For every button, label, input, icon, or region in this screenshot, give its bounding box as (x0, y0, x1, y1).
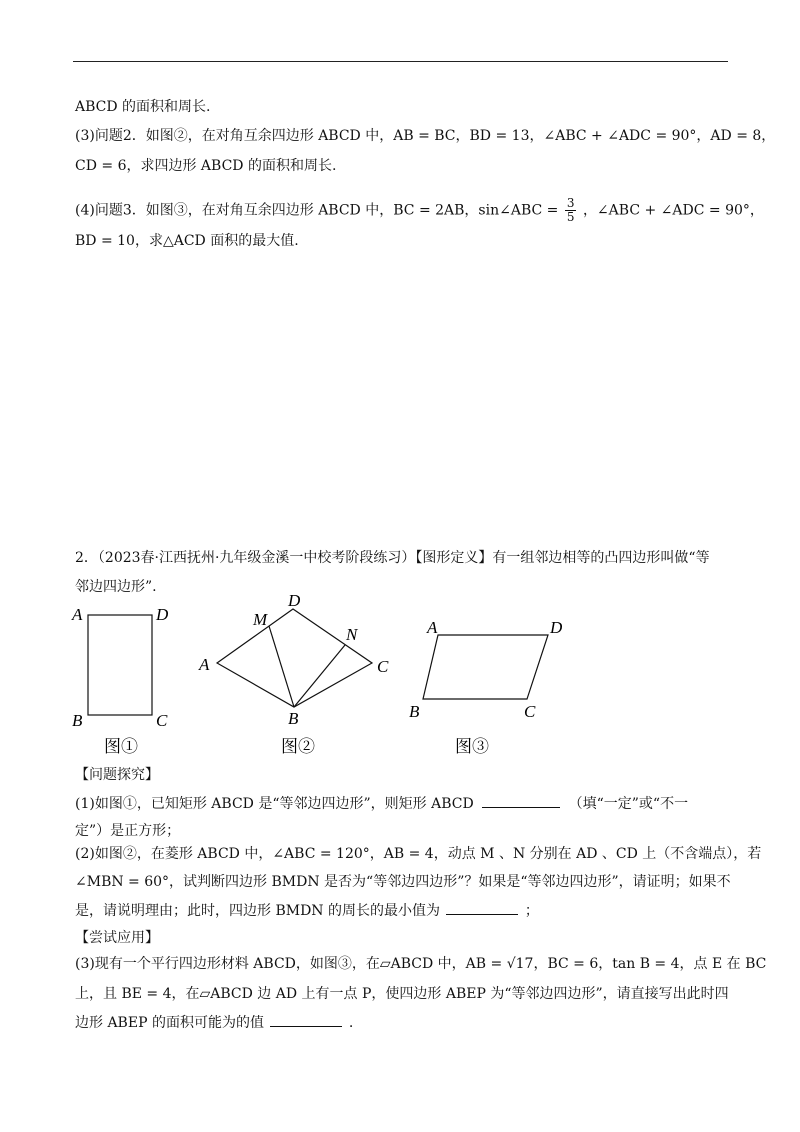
p2-q2-text-b: ； (524, 903, 539, 919)
sine-fraction (565, 197, 577, 224)
fig3-label-a: A (427, 618, 438, 637)
p2-intro-line1: 2．（2023春·江西抚州·九年级金溪一中校考阶段练习）【图形定义】有一组邻边相等的凸四边形叫做“等 (75, 550, 710, 566)
fig3-label-b: B (409, 702, 420, 721)
section-explore-heading: 【问题探究】 (75, 767, 159, 783)
p2-q3-text-b: . (348, 1015, 354, 1031)
fig3-label-c: C (524, 702, 536, 721)
p2-q2-line2: ∠MBN = 60°，试判断四边形 BMDN 是否为“等邻边四边形”？如果是“等邻边四边形”，请证明；如果不 (75, 874, 731, 890)
fig1-caption: 图① (104, 737, 138, 756)
fig2-label-c: C (377, 657, 389, 676)
p1-q4-line2: BD = 10，求△ACD 面积的最大值. (75, 233, 299, 249)
fig2-label-m: M (253, 610, 268, 629)
parallelogram-shape (423, 635, 548, 699)
figure-2-rhombus (195, 592, 405, 762)
p2-q2-text-a: 是，请说明理由；此时，四边形 BMDN 的周长的最小值为 (75, 903, 440, 919)
p2-q2-line3 (75, 901, 539, 920)
fig3-label-d: D (550, 618, 563, 637)
p2-q1-line2: 定”）是正方形； (75, 823, 181, 839)
p2-q3-line3 (75, 1013, 353, 1032)
p2-q1-text-a: (1)如图①，已知矩形 ABCD 是“等邻边四边形”，则矩形 ABCD (75, 796, 474, 812)
p2-q3-text-a: 边形 ABEP 的面积可能为的值 (75, 1015, 264, 1031)
p2-q1-line1 (75, 794, 688, 813)
fig2-label-d: D (288, 592, 301, 610)
fig2-caption: 图② (281, 737, 315, 756)
fig1-label-a: A (72, 605, 83, 624)
fig1-label-d: D (156, 605, 169, 624)
p2-q2-line1: (2)如图②，在菱形 ABCD 中，∠ABC = 120°，AB = 4，动点 M 、N 分别在 AD 、CD 上（不含端点），若 (75, 846, 762, 862)
fig2-label-b: B (288, 709, 299, 728)
answer-blank-q3[interactable] (270, 1013, 342, 1027)
answer-blank-q2[interactable] (446, 901, 518, 915)
section-apply-heading: 【尝试应用】 (75, 930, 159, 946)
p2-intro-line2: 邻边四边形”. (75, 579, 157, 595)
segment-bn (294, 645, 345, 707)
p1-area-perimeter-line: ABCD 的面积和周长. (75, 99, 211, 115)
header-rule (73, 61, 728, 62)
fig1-label-b: B (72, 711, 83, 730)
p1-q4-line1 (75, 197, 764, 224)
p1-q4-text-a: (4)问题3．如图③，在对角互余四边形 ABCD 中，BC = 2AB，sin∠ABC = (75, 202, 559, 219)
p1-q3-line2: CD = 6，求四边形 ABCD 的面积和周长. (75, 158, 337, 174)
rectangle-shape (88, 615, 152, 715)
fig2-label-a: A (199, 655, 210, 674)
fig3-caption: 图③ (455, 737, 489, 756)
rhombus-shape (217, 609, 372, 707)
p2-q1-text-b: （填“一定”或“不一 (568, 796, 689, 812)
figure-1-rectangle (70, 600, 190, 760)
fraction-numerator: 3 (566, 196, 575, 210)
figure-3-parallelogram (405, 610, 575, 762)
fraction-denominator: 5 (566, 210, 575, 224)
p2-q3-line1: (3)现有一个平行四边形材料 ABCD，如图③，在▱ABCD 中，AB = √17，BC = 6，tan B = 4，点 E 在 BC (75, 956, 767, 972)
answer-blank-q1[interactable] (482, 794, 560, 808)
p2-q3-line2: 上，且 BE = 4，在▱ABCD 边 AD 上有一点 P，使四边形 ABEP 为“等邻边四边形”，请直接写出此时四 (75, 986, 729, 1002)
p1-q4-text-b: ，∠ABC + ∠ADC = 90°， (582, 202, 764, 219)
fig1-label-c: C (156, 711, 168, 730)
p1-q3-line1: (3)问题2．如图②，在对角互余四边形 ABCD 中，AB = BC，BD = 13，∠ABC + ∠ADC = 90°，AD = 8， (75, 128, 776, 144)
fig2-label-n: N (346, 625, 358, 644)
